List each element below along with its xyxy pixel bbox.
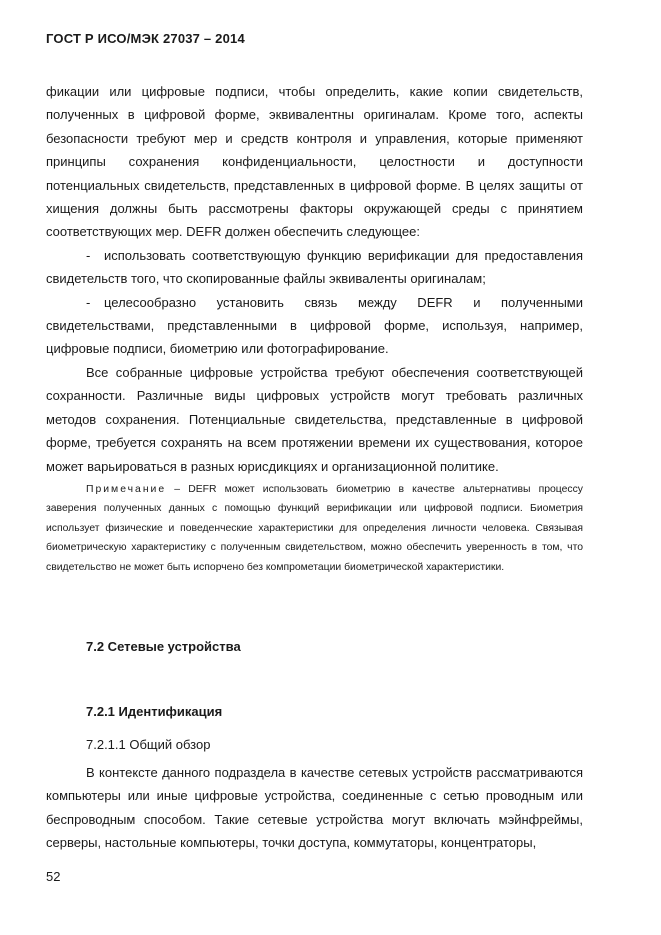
overview-text-block xyxy=(46,761,583,855)
note-paragraph xyxy=(46,480,583,578)
list-item-verification xyxy=(46,244,583,291)
list-item-text: использовать соответствующую функцию верификации для предоставления свидетельств того, что скопированные файлы эквиваленты оригиналам; xyxy=(46,247,583,287)
body-paragraph-preservation: Все собранные цифровые устройства требуют обеспечения соответствующей сохранности. Различные виды цифровых устройств могут требовать различных методов сохранения. Потенциальные свидетельства, представленные в цифровой форме, требуется сохранять на всем протяжении времени их существования, которое может варьироваться в разных юрисдикциях и организационной политике. xyxy=(46,364,583,474)
body-paragraph-continued: фикации или цифровые подписи, чтобы определить, какие копии свидетельств, полученных в цифровой форме, эквивалентны оригиналам. Кроме того, аспекты безопасности требуют мер и средств контроля и управления, которые применяют принципы сохранения конфиденциальности, целостности и доступности потенциальных свидетельств, представленных в цифровой форме. В целях защиты от хищения должны быть рассмотрены факторы окружающей среды с принятием соответствующих мер. DEFR должен обеспечить следующее: xyxy=(46,84,583,240)
page-number: 52 xyxy=(46,869,61,884)
note-text: – DEFR может использовать биометрию в качестве альтернативы процессу заверения полученных данных с помощью функций верификации или цифровой подписи. Биометрия использует физические и поведенческие характеристики для определения личности человека. Связывая биометрическую характеристику с полученным свидетельством, можно обеспечить уверенность в том, что свидетельство не может быть испорчено без компрометации биометрической характеристики. xyxy=(46,483,583,573)
list-item-link xyxy=(46,291,583,361)
main-text-block xyxy=(46,80,583,577)
note-label: Примечание xyxy=(86,483,167,495)
section-heading-7-2-1: 7.2.1 Идентификация xyxy=(86,704,223,719)
overview-paragraph: В контексте данного подраздела в качестве сетевых устройств рассматриваются компьютеры или иные цифровые устройства, соединенные с сетью проводным или беспроводным способом. Такие сетевые устройства могут включать мэйнфреймы, серверы, настольные компьютеры, точки доступа, коммутаторы, концентраторы, xyxy=(46,765,583,851)
list-item-text: целесообразно установить связь между DEFR и полученными свидетельствами, представленными в цифровой форме, используя, например, цифровые подписи, биометрию или фотографирование. xyxy=(46,294,583,357)
list-dash: - xyxy=(86,247,91,263)
standard-header: ГОСТ Р ИСО/МЭК 27037 – 2014 xyxy=(46,31,245,46)
section-heading-7-2: 7.2 Сетевые устройства xyxy=(86,639,241,654)
list-dash: - xyxy=(86,294,91,310)
section-heading-7-2-1-1: 7.2.1.1 Общий обзор xyxy=(86,737,211,752)
